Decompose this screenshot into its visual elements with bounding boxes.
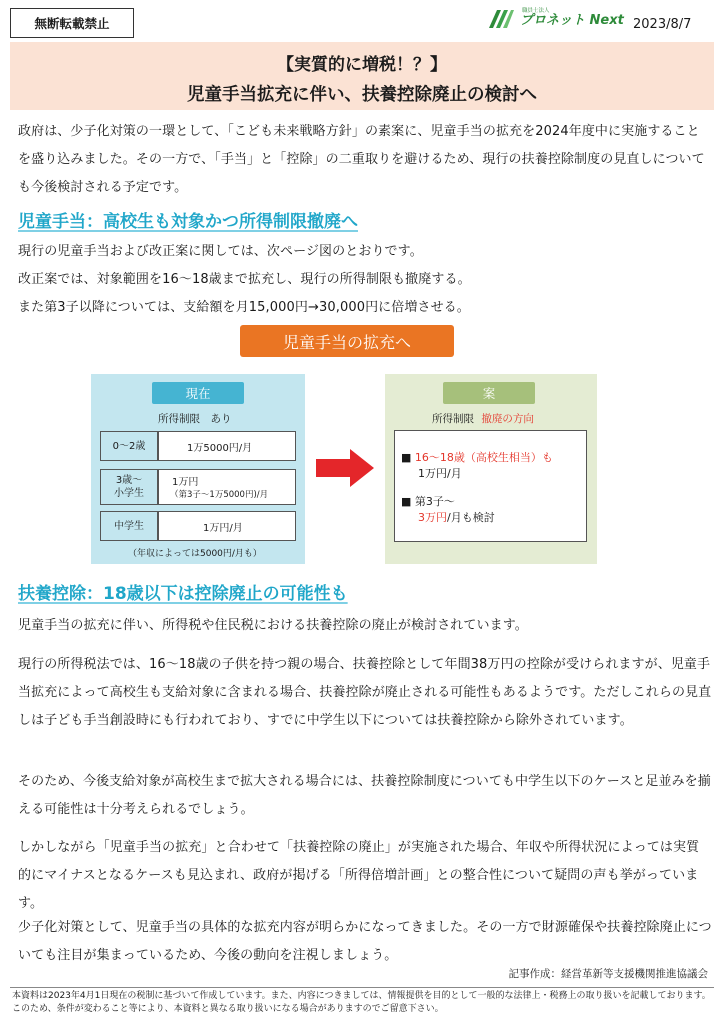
section2-heading: 扶養控除：18歳以下は控除廃止の可能性も — [18, 584, 348, 604]
title-banner — [10, 42, 714, 110]
intro-paragraph: 政府は、少子化対策の一環として、「こども未来戦略方針」の素案に、児童手当の拡充を2024年度中に実施することを盛り込みました。その一方で、「手当」と「控除」の二重取りを避けるため、現行の扶養控除制度の見直しについても今後検討される予定です。 — [18, 124, 705, 195]
plan-item-2-label: 第3子～ — [414, 495, 455, 508]
disclaimer-footer: 本資料は2023年4月1日現在の税制に基づいて作成しています。また、内容につきましては、情報提供を目的として一般的な法律上・税務上の取り扱いを記載しております。このため、条件が変わること等により、本資料と異なる取り扱いになる場合がありますのでご留意下さい。 — [12, 991, 711, 1014]
section1-heading: 児童手当：高校生も対象かつ所得制限撤廃へ — [18, 212, 358, 232]
plan-income-limit-red: 撤廃の方向 — [481, 413, 534, 425]
plan-item-2-amount — [418, 509, 495, 525]
plan-income-limit-prefix: 所得制限 — [432, 413, 474, 425]
diagram-label: 児童手当の拡充へ — [240, 325, 454, 357]
plan-details-box — [394, 430, 587, 542]
logo-subtitle: 職員士法人 — [522, 7, 550, 14]
plan-item-1 — [401, 449, 553, 465]
company-logo — [487, 6, 624, 30]
current-footnote: （年収によっては5000円/月も） — [128, 549, 262, 559]
section2-paragraph-2: 現行の所得税法では、16～18歳の子供を持つ親の場合、扶養控除として年間38万円の控除が受けられますが、児童手当拡充によって高校生も支給対象に含まれる場合、扶養控除が廃止される可能性もあるようです。ただしこれらの見直しは子ども手当創設時にも行われており、すでに中学生以下については扶養控除から除外されています。 — [18, 657, 712, 728]
logo-mark-icon — [487, 6, 515, 30]
document-date: 2023/8/7 — [633, 17, 692, 32]
plan-tag: 案 — [443, 382, 535, 404]
section1-line-3: また第3子以降については、支給額を月15,000円→30,000円に倍増させる。 — [18, 300, 470, 315]
row-label-junior-high: 中学生 — [100, 511, 158, 541]
row-label-age-0-2: 0～2歳 — [100, 431, 158, 461]
current-tag: 現在 — [152, 382, 244, 404]
section2-paragraph-1: 児童手当の拡充に伴い、所得税や住民税における扶養控除の廃止が検討されています。 — [18, 618, 528, 633]
section2-paragraph-4: しかしながら「児童手当の拡充」と合わせて「扶養控除の廃止」が実施された場合、年収や所得状況によっては実質的にマイナスとなるケースも見込まれ、政府が掲げる「所得倍増計画」との整合性について疑問の声も挙がっています。 — [18, 840, 700, 911]
current-income-limit: 所得制限 あり — [158, 413, 232, 425]
plan-item-2-red: 3万円 — [418, 511, 447, 524]
plan-item-1-amount: 1万円/月 — [418, 467, 462, 480]
bullet-square-icon: ■ — [401, 451, 412, 464]
plan-item-1-red: 16～18歳（高校生相当）も — [414, 451, 553, 464]
row-value-age-0-2: 1万5000円/月 — [158, 431, 296, 461]
right-arrow-icon — [316, 449, 374, 487]
row-value-junior-high: 1万円/月 — [158, 511, 296, 541]
section1-line-2: 改正案では、対象範囲を16～18歳まで拡充し、現行の所得制限も撤廃する。 — [18, 272, 471, 287]
title-line-1: 【実質的に増税！？】 — [277, 55, 447, 75]
section2-paragraph-3: そのため、今後支給対象が高校生まで拡大される場合には、扶養控除制度についても中学生以下のケースと足並みを揃える可能性は十分考えられるでしょう。 — [18, 774, 711, 817]
plan-item-2 — [401, 493, 455, 509]
row-label-age-3-elementary: 3歳～ 小学生 — [100, 469, 158, 505]
plan-income-limit — [432, 411, 534, 426]
section1-line-1: 現行の児童手当および改正案に関しては、次ページ図のとおりです。 — [18, 244, 423, 259]
article-author: 記事作成：経営革新等支援機関推進協議会 — [508, 968, 708, 980]
logo-name: プロネット Next — [520, 13, 624, 29]
row-value-age-3-main: 1万円 — [172, 477, 199, 488]
row-value-age-3-note: （第3子～1万5000円)/月 — [170, 490, 269, 500]
bullet-square-icon: ■ — [401, 495, 412, 508]
plan-item-2-tail: /月も検討 — [447, 511, 495, 524]
title-line-2: 児童手当拡充に伴い、扶養控除廃止の検討へ — [187, 85, 537, 105]
no-reproduction-notice: 無断転載禁止 — [10, 8, 134, 38]
section2-paragraph-5: 少子化対策として、児童手当の具体的な拡充内容が明らかになってきました。その一方で財源確保や扶養控除廃止についても注目が集まっているため、今後の動向を注視しましょう。 — [18, 920, 712, 963]
footer-divider — [10, 987, 714, 988]
